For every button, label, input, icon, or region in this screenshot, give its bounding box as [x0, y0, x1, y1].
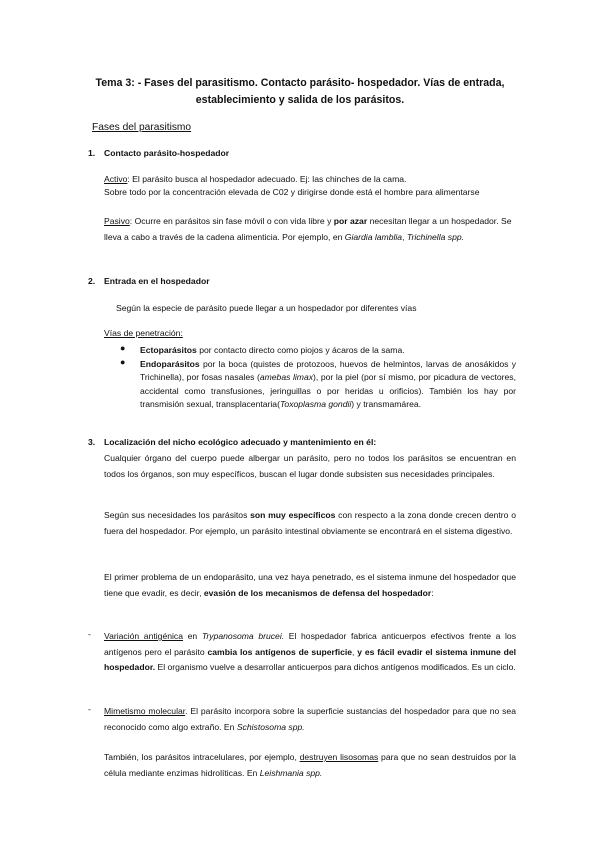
variacion-bold-1: cambia los antígenos de superficie: [207, 646, 353, 657]
pasivo-italic-2: Trichinella spp.: [406, 231, 465, 242]
p2-text-a: Según sus necesidades los parásitos: [104, 510, 251, 520]
bullet-endoparasitos: [140, 358, 516, 412]
ectoparasitos-bold: Ectoparásitos: [140, 345, 197, 355]
pasivo-italic-1: Giardia lamblia: [344, 231, 403, 242]
bullet-icon: ●: [120, 357, 126, 367]
intracelulares-italic: Leishmania spp.: [259, 767, 323, 778]
endoparasitos-text-1: por la boca (quistes de protozoos, huevos de helmintos, larvas de anosákidos y Trichinella), por fosas nasales (: [140, 359, 516, 383]
mimetismo-label: Mimetismo molecular: [104, 706, 186, 716]
variacion-text-3: ,: [352, 646, 358, 657]
bullet-icon: ●: [120, 343, 126, 353]
activo-text: : El parásito busca al hospedador adecuado. Ej: las chinches de la cama.: [127, 174, 407, 184]
section-1-title: Contacto parásito-hospedador: [104, 148, 230, 158]
mimetismo-text: . El parásito incorpora sobre la superficie sustancias del hospedador para que no sea reconocido como algo extraño. En: [104, 706, 516, 732]
pasivo-comma: ,: [402, 231, 407, 242]
section-heading: Fases del parasitismo: [92, 122, 192, 133]
ectoparasitos-text: por contacto directo como piojos y ácaros de la sama.: [196, 345, 405, 355]
variacion-text-1: en: [183, 631, 202, 641]
section-2-title: Entrada en el hospedador: [104, 276, 210, 286]
variacion-bold-2: y es fácil evadir el sistema inmune del hospedador.: [104, 646, 517, 672]
section-3-paragraph-2: [104, 508, 516, 539]
endoparasitos-bold: Endoparásitos: [140, 359, 200, 369]
variacion-text-4: El organismo vuelve a desarrollar anticuerpos para dichos antígenos modificados. Es un ciclo.: [155, 662, 516, 672]
pasivo-label: Pasivo: [104, 216, 130, 226]
section-1-number: 1.: [88, 148, 96, 158]
variacion-label: Variación antigénica: [104, 631, 183, 641]
section-2-number: 2.: [88, 276, 96, 286]
dash-marker: -: [88, 629, 91, 639]
section-3-number: 3.: [88, 437, 96, 447]
intracelulares-paragraph: [104, 750, 516, 781]
section-3-paragraph-3: [104, 570, 516, 601]
activo-paragraph: [104, 173, 516, 199]
endoparasitos-text-3: ) y transmamárea.: [351, 399, 422, 410]
activo-label: Activo: [104, 174, 128, 184]
endoparasitos-italic-2: Toxoplasma gondii: [279, 399, 352, 410]
document-title: [70, 75, 530, 109]
intracelulares-text-a: También, los parásitos intracelulares, por ejemplo,: [104, 752, 300, 762]
variacion-italic: Trypanosoma brucei.: [201, 631, 285, 641]
p3-bold: evasión de los mecanismos de defensa del hospedador: [203, 587, 432, 598]
pasivo-paragraph: [104, 214, 516, 245]
pasivo-bold: por azar: [333, 216, 368, 226]
bullet-ectoparasitos: [140, 344, 516, 357]
p2-text-b: con respecto a la zona donde crecen dentro o fuera del hospedador. Por ejemplo, un parásito intestinal obviamente se encontrará en el sistema digestivo.: [104, 510, 516, 536]
endoparasitos-text-2: ), por la piel (por sí mismo, por picadura de vectores, accidental como transfusiones, jeringuillas o por heridas u orificios). También los hay por transmisión sexual, transplacentaria(: [140, 372, 516, 410]
p2-bold: son muy específicos: [250, 510, 336, 520]
section-2-intro: Según la especie de parásito puede llegar a un hospedador por diferentes vías: [116, 303, 417, 313]
intracelulares-underline: destruyen lisosomas: [299, 752, 379, 762]
mimetismo-italic: Schistosoma spp.: [236, 721, 305, 732]
variacion-text-2: El hospedador fabrica anticuerpos efectivos frente a los antígenos pero el parásito: [104, 631, 517, 657]
activo-line2: Sobre todo por la concentración elevada de C02 y dirigirse donde está el hombre para alimentarse: [104, 187, 480, 197]
vias-label-text: Vías de penetración:: [104, 328, 183, 338]
title-line-2: establecimiento y salida de los parásitos.: [195, 94, 405, 106]
pasivo-text-2: necesitan llegar a un hospedador. Se lleva a cabo a través de la cadena alimenticia. Por ejemplo, en: [104, 216, 512, 242]
dash-marker: -: [88, 704, 91, 714]
p3-text-a: El primer problema de un endoparásito, una vez haya penetrado, es el sistema inmune del hospedador que tiene que evadir, es decir,: [104, 572, 516, 598]
pasivo-text-1: : Ocurre en parásitos sin fase móvil o con vida libre y: [129, 216, 334, 226]
section-3-paragraph-1: Cualquier órgano del cuerpo puede albergar un parásito, pero no todos los parásitos se encuentran en todos los órganos, son muy específicos, buscan el lugar donde subsisten sus necesidades principales.: [104, 453, 516, 479]
mimetismo-molecular-paragraph: [104, 704, 516, 735]
section-3-title: Localización del nicho ecológico adecuado y mantenimiento en él:: [104, 437, 377, 447]
variacion-antigenica-paragraph: [104, 629, 516, 676]
intracelulares-text-b: para que no sean destruidos por la célula mediante enzimas hidrolíticas. En: [104, 752, 516, 778]
endoparasitos-italic-1: amebas limax: [259, 372, 314, 383]
p3-text-b: :: [431, 587, 434, 598]
title-line-1: Tema 3: - Fases del parasitismo. Contacto parásito- hospedador. Vías de entrada,: [95, 77, 505, 89]
vias-label: [104, 327, 183, 340]
